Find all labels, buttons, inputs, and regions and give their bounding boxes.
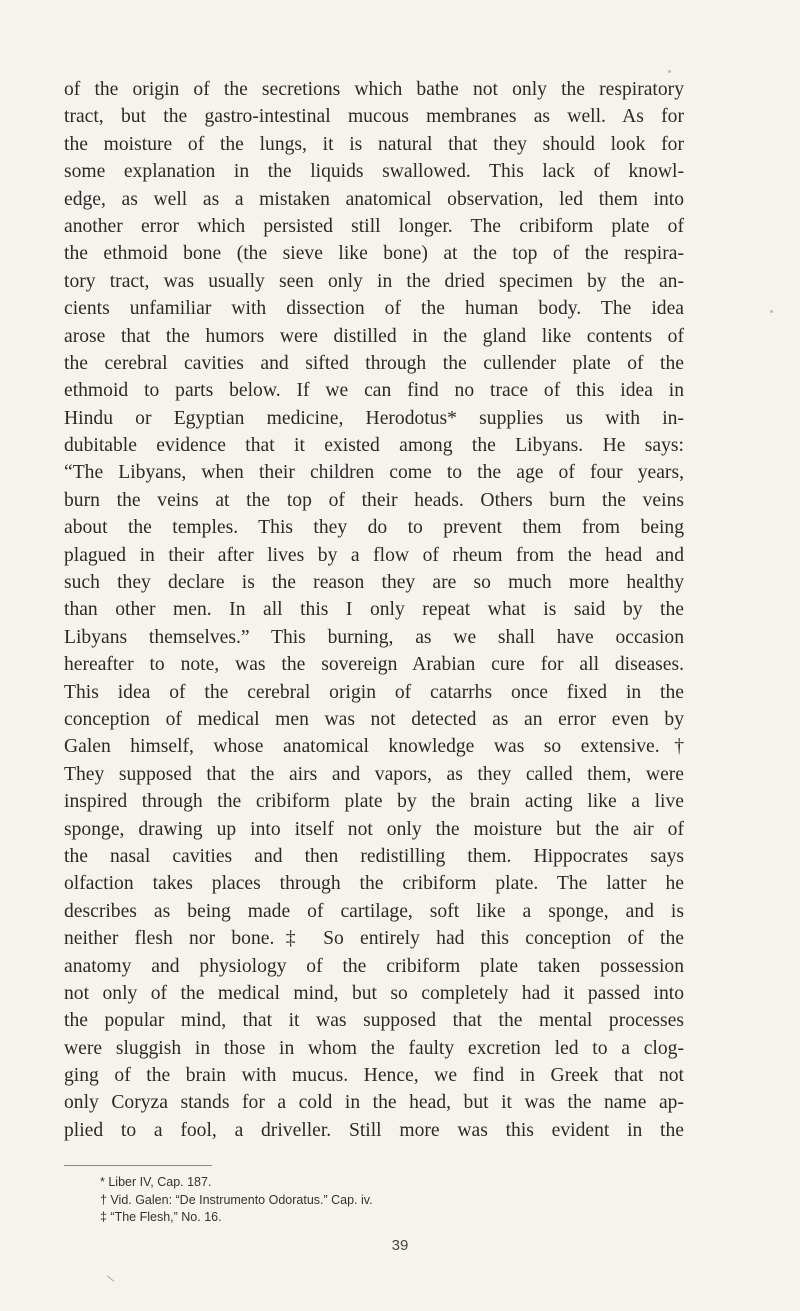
text-line: tract, but the gastro-intestinal mucous membranes as well. As for bbox=[64, 106, 684, 128]
text-line: the cerebral cavities and sifted through the cullender plate of the bbox=[64, 352, 684, 374]
text-line: describes as being made of cartilage, soft like a sponge, and is bbox=[64, 900, 684, 922]
text-line: sponge, drawing up into itself not only the moisture but the air of bbox=[64, 818, 684, 840]
text-line: cients unfamiliar with dissection of the human body. The idea bbox=[64, 298, 684, 320]
print-speck bbox=[107, 1275, 115, 1282]
body-text bbox=[64, 76, 684, 1144]
text-line: arose that the humors were distilled in the gland like contents of bbox=[64, 325, 684, 347]
text-line: Galen himself, whose anatomical knowledge was so extensive.† bbox=[64, 736, 684, 758]
footnote-divider bbox=[64, 1165, 212, 1166]
text-line: were sluggish in those in whom the faulty excretion led to a clog- bbox=[64, 1037, 684, 1059]
text-line: plagued in their after lives by a flow of rheum from the head and bbox=[64, 544, 684, 566]
text-line: This idea of the cerebral origin of catarrhs once fixed in the bbox=[64, 681, 684, 703]
text-line: They supposed that the airs and vapors, as they called them, were bbox=[64, 763, 684, 785]
text-line: Hindu or Egyptian medicine, Herodotus* supplies us with in- bbox=[64, 407, 684, 429]
text-line: of the origin of the secretions which bathe not only the respiratory bbox=[64, 79, 684, 100]
text-line: tory tract, was usually seen only in the dried specimen by the an- bbox=[64, 270, 684, 292]
text-line: than other men. In all this I only repeat what is said by the bbox=[64, 599, 684, 621]
text-line: such they declare is the reason they are so much more healthy bbox=[64, 572, 684, 594]
text-line: only Coryza stands for a cold in the head, but it was the name ap- bbox=[64, 1092, 684, 1114]
text-line: “The Libyans, when their children come to the age of four years, bbox=[64, 462, 684, 484]
text-line: ethmoid to parts below. If we can find no trace of this idea in bbox=[64, 380, 684, 402]
text-line: edge, as well as a mistaken anatomical observation, led them into bbox=[64, 188, 684, 210]
text-line: inspired through the cribiform plate by the brain acting like a live bbox=[64, 791, 684, 813]
text-line: neither flesh nor bone.‡ So entirely had this conception of the bbox=[64, 928, 684, 950]
text-line: dubitable evidence that it existed among the Libyans. He says: bbox=[64, 435, 684, 457]
page-number: 39 bbox=[391, 1237, 409, 1254]
footnote: † Vid. Galen: “De Instrumento Odoratus.” Cap. iv. bbox=[100, 1192, 373, 1207]
print-speck bbox=[770, 310, 773, 313]
text-line: olfaction takes places through the cribiform plate. The latter he bbox=[64, 873, 684, 895]
footnote: * Liber IV, Cap. 187. bbox=[100, 1175, 212, 1189]
text-line: ging of the brain with mucus. Hence, we find in Greek that not bbox=[64, 1065, 684, 1087]
text-line: another error which persisted still longer. The cribiform plate of bbox=[64, 215, 684, 237]
footnote: ‡ “The Flesh,” No. 16. bbox=[100, 1210, 222, 1225]
text-line: about the temples. This they do to prevent them from being bbox=[64, 517, 684, 539]
text-line: hereafter to note, was the sovereign Arabian cure for all diseases. bbox=[64, 654, 684, 676]
text-line: not only of the medical mind, but so completely had it passed into bbox=[64, 982, 684, 1004]
print-speck bbox=[668, 70, 671, 73]
text-line: anatomy and physiology of the cribiform plate taken possession bbox=[64, 955, 684, 977]
text-line: the moisture of the lungs, it is natural that they should look for bbox=[64, 133, 684, 155]
text-line: the popular mind, that it was supposed that the mental processes bbox=[64, 1010, 684, 1032]
text-line: the nasal cavities and then redistilling them. Hippocrates says bbox=[64, 845, 684, 867]
text-line: plied to a fool, a driveller. Still more was this evident in the bbox=[64, 1119, 684, 1141]
text-line: burn the veins at the top of their heads. Others burn the veins bbox=[64, 489, 684, 511]
footnotes bbox=[100, 1174, 373, 1227]
text-line: some explanation in the liquids swallowed. This lack of knowl- bbox=[64, 161, 684, 183]
text-line: conception of medical men was not detected as an error even by bbox=[64, 708, 684, 730]
text-line: Libyans themselves.” This burning, as we shall have occasion bbox=[64, 626, 684, 648]
text-line: the ethmoid bone (the sieve like bone) at the top of the respira- bbox=[64, 243, 684, 265]
